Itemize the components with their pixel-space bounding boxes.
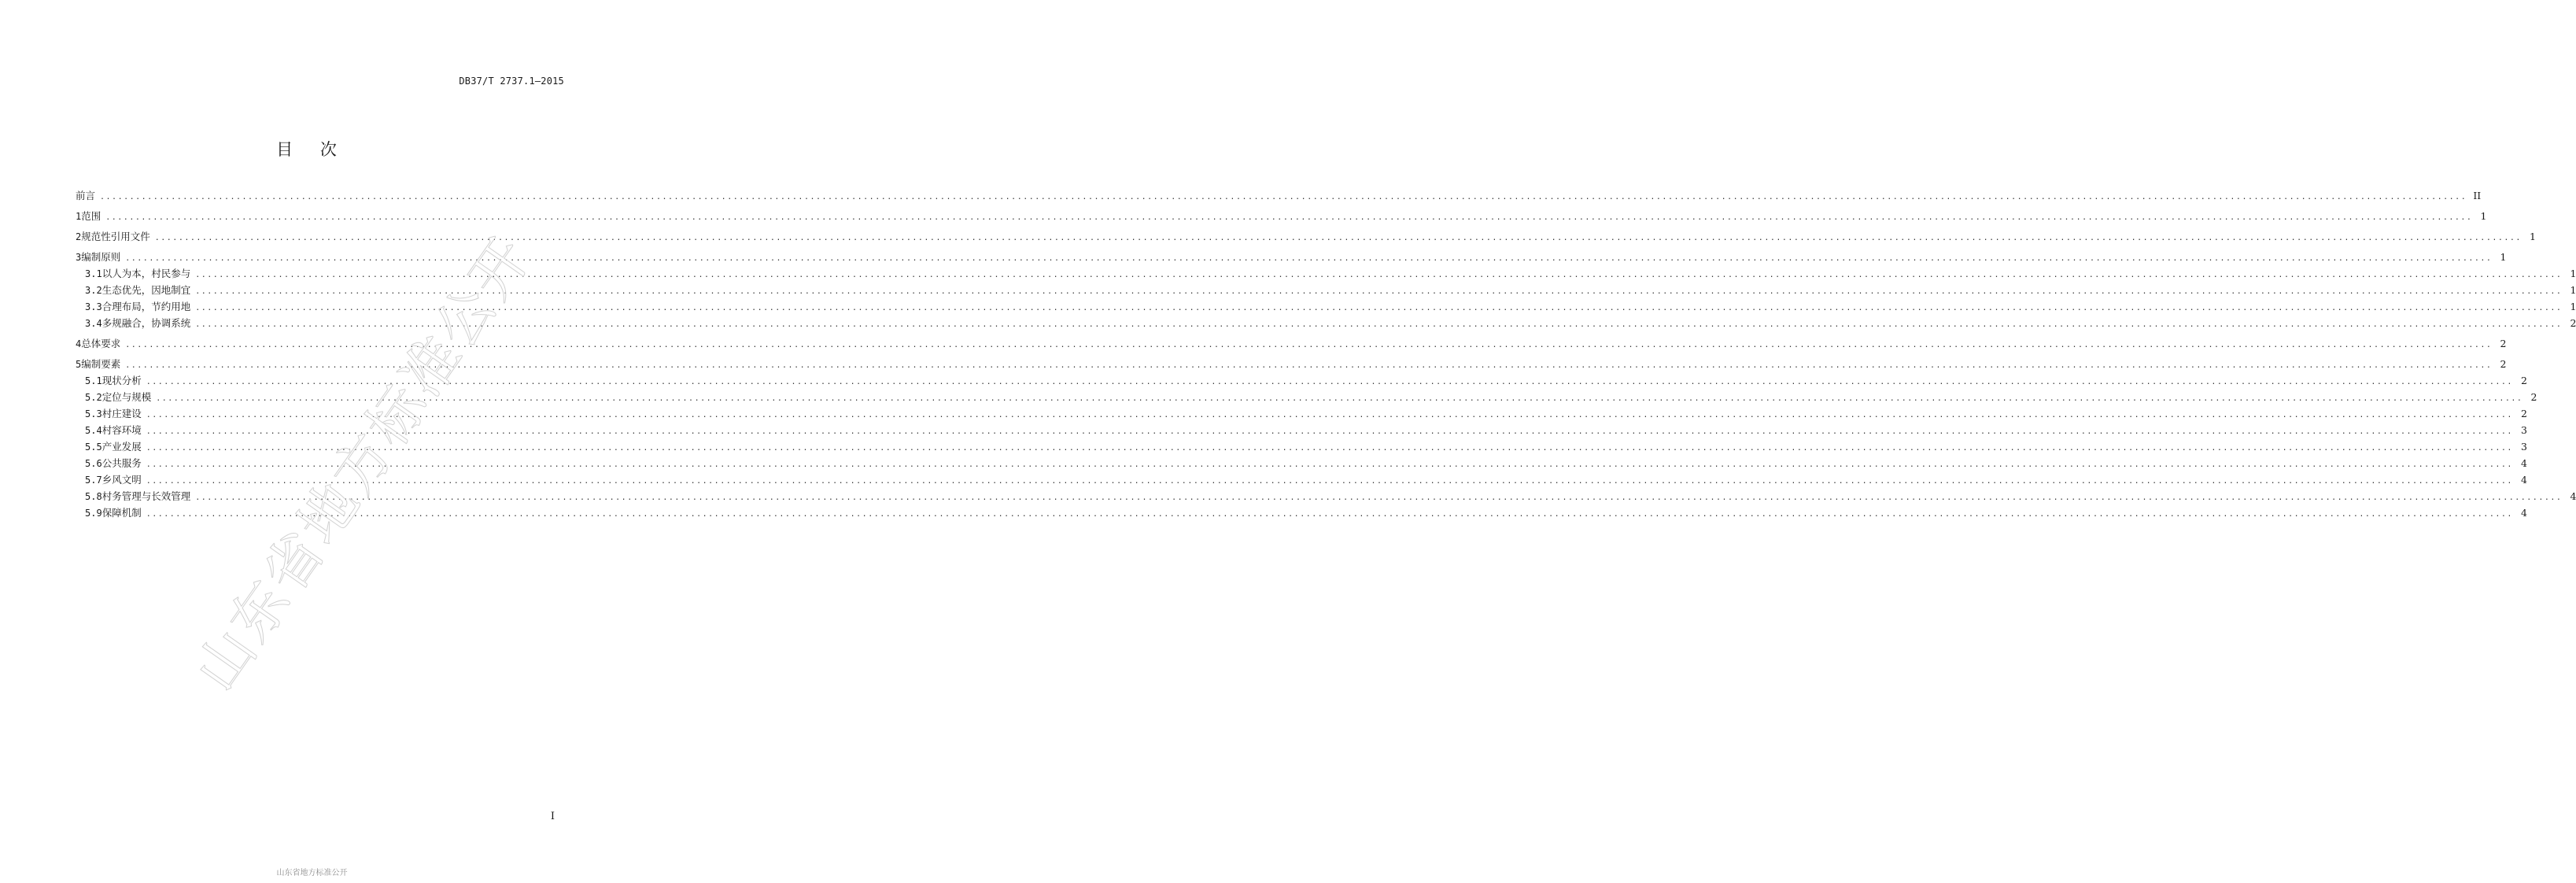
toc-entry-page: 2 — [2500, 338, 2507, 349]
toc-entry-title: 总体要求 — [81, 338, 121, 349]
toc-entry[interactable] — [76, 372, 2527, 389]
toc-entry-number: 1 — [76, 211, 82, 222]
toc-entry[interactable] — [76, 208, 2487, 224]
toc-entry-page: 4 — [2520, 457, 2527, 469]
toc-entry-page: 2 — [2570, 317, 2576, 329]
toc-dot-leader: ................................................................................................................................................................................................................................................................................................................................................................................................................ — [146, 411, 2513, 419]
toc-entry-title: 编制原则 — [81, 251, 121, 263]
page-number: I — [550, 811, 555, 822]
toc-entry-page: 2 — [2520, 408, 2527, 419]
toc-entry-number: 5.3 — [85, 408, 102, 419]
toc-entry-page: 3 — [2520, 424, 2527, 436]
toc-entry-page: 4 — [2520, 474, 2527, 486]
toc-entry-page: 2 — [2530, 391, 2537, 403]
toc-entry-number: 3.2 — [85, 285, 102, 296]
toc-entry-title: 生态优先，因地制宜 — [101, 284, 191, 296]
toc-entry-number: 4 — [76, 338, 82, 349]
toc-dot-leader: ................................................................................................................................................................................................................................................................................................................................................................................................................ — [125, 254, 2493, 263]
toc-entry-number: 5.4 — [85, 425, 102, 436]
toc-dot-leader: ................................................................................................................................................................................................................................................................................................................................................................................................................ — [146, 378, 2513, 386]
toc-entry-title: 村庄建设 — [101, 408, 142, 419]
toc-entry-page: 4 — [2520, 507, 2527, 519]
toc-entry[interactable] — [76, 389, 2537, 405]
toc-entry-title: 范围 — [81, 210, 101, 222]
toc-dot-leader: ................................................................................................................................................................................................................................................................................................................................................................................................................ — [195, 320, 2563, 329]
toc-entry-number: 5.1 — [85, 375, 102, 386]
page-title: 目 次 — [276, 140, 348, 159]
toc-dot-leader: ................................................................................................................................................................................................................................................................................................................................................................................................................ — [125, 361, 2493, 370]
toc-entry[interactable] — [76, 356, 2507, 372]
toc-entry-title: 定位与规模 — [101, 391, 152, 403]
toc-dot-leader: ................................................................................................................................................................................................................................................................................................................................................................................................................ — [195, 271, 2563, 279]
toc-dot-leader: ................................................................................................................................................................................................................................................................................................................................................................................................................ — [125, 341, 2493, 349]
toc-dot-leader: ................................................................................................................................................................................................................................................................................................................................................................................................................ — [105, 213, 2473, 222]
toc-entry-title: 合理布局，节约用地 — [101, 301, 191, 312]
toc-entry-title: 乡风文明 — [101, 474, 142, 486]
toc-entry-title: 规范性引用文件 — [81, 231, 150, 242]
toc-entry-title: 保障机制 — [101, 507, 142, 519]
toc-entry-title: 编制要素 — [81, 358, 121, 370]
toc-dot-leader: ................................................................................................................................................................................................................................................................................................................................................................................................................ — [195, 493, 2563, 502]
toc-dot-leader: ................................................................................................................................................................................................................................................................................................................................................................................................................ — [154, 234, 2522, 242]
toc-entry-page: 1 — [2500, 251, 2507, 263]
toc-entry-number: 5.2 — [85, 392, 102, 403]
toc-entry-number: 3.3 — [85, 301, 102, 312]
toc-dot-leader: ................................................................................................................................................................................................................................................................................................................................................................................................................ — [146, 444, 2513, 453]
toc-entry-title: 公共服务 — [101, 457, 142, 469]
toc-entry-title: 现状分析 — [101, 375, 142, 386]
footer-note: 山东省地方标准公开 — [276, 869, 348, 877]
toc-entry-page: II — [2473, 190, 2482, 201]
toc-entry-title: 村务管理与长效管理 — [101, 490, 191, 502]
toc-entry-page: 2 — [2500, 358, 2507, 370]
toc-entry-number: 5.9 — [85, 508, 102, 519]
toc-entry[interactable] — [76, 405, 2527, 422]
toc-dot-leader: ................................................................................................................................................................................................................................................................................................................................................................................................................ — [146, 460, 2513, 469]
toc-entry-number: 5.6 — [85, 458, 102, 469]
toc-entry-title: 产业发展 — [101, 441, 142, 453]
toc-entry-number: 5.5 — [85, 442, 102, 453]
toc-entry-page: 3 — [2520, 441, 2527, 453]
toc-entry-number: 5.8 — [85, 491, 102, 502]
toc-dot-leader: ................................................................................................................................................................................................................................................................................................................................................................................................................ — [146, 427, 2513, 436]
toc-entry-number: 3.4 — [85, 318, 102, 329]
toc-entry-page: 2 — [2520, 375, 2527, 386]
toc-entry-number: 3 — [76, 252, 82, 263]
toc-entry-page: 1 — [2570, 301, 2576, 312]
toc-entry-number: 5 — [76, 359, 82, 370]
toc-entry-number: 5.7 — [85, 475, 102, 486]
toc-entry-page: 1 — [2480, 210, 2487, 222]
toc-entry-number: 2 — [76, 231, 82, 242]
toc-dot-leader: ................................................................................................................................................................................................................................................................................................................................................................................................................ — [195, 287, 2563, 296]
toc-entry-title: 多规融合，协调系统 — [101, 317, 191, 329]
toc-entry-page: 1 — [2530, 231, 2536, 242]
toc-dot-leader: ................................................................................................................................................................................................................................................................................................................................................................................................................ — [146, 510, 2513, 519]
toc-entry-title: 前言 — [76, 190, 96, 201]
standard-code: DB37/T 2737.1—2015 — [459, 76, 564, 87]
toc-entry[interactable] — [76, 422, 2527, 438]
toc-entry[interactable] — [76, 187, 2482, 204]
toc-dot-leader: ................................................................................................................................................................................................................................................................................................................................................................................................................ — [100, 193, 2467, 201]
toc-entry-page: 4 — [2570, 490, 2576, 502]
toc-dot-leader: ................................................................................................................................................................................................................................................................................................................................................................................................................ — [156, 394, 2523, 403]
toc-entry-number: 3.1 — [85, 268, 102, 279]
toc-entry-title: 村容环境 — [101, 424, 142, 436]
toc-entry-page: 1 — [2570, 268, 2576, 279]
toc-entry-page: 1 — [2570, 284, 2576, 296]
toc-dot-leader: ................................................................................................................................................................................................................................................................................................................................................................................................................ — [146, 477, 2513, 486]
toc-dot-leader: ................................................................................................................................................................................................................................................................................................................................................................................................................ — [195, 304, 2563, 312]
watermark: 山东省地方标准公开 — [182, 224, 545, 703]
toc-entry-title: 以人为本，村民参与 — [101, 268, 191, 279]
